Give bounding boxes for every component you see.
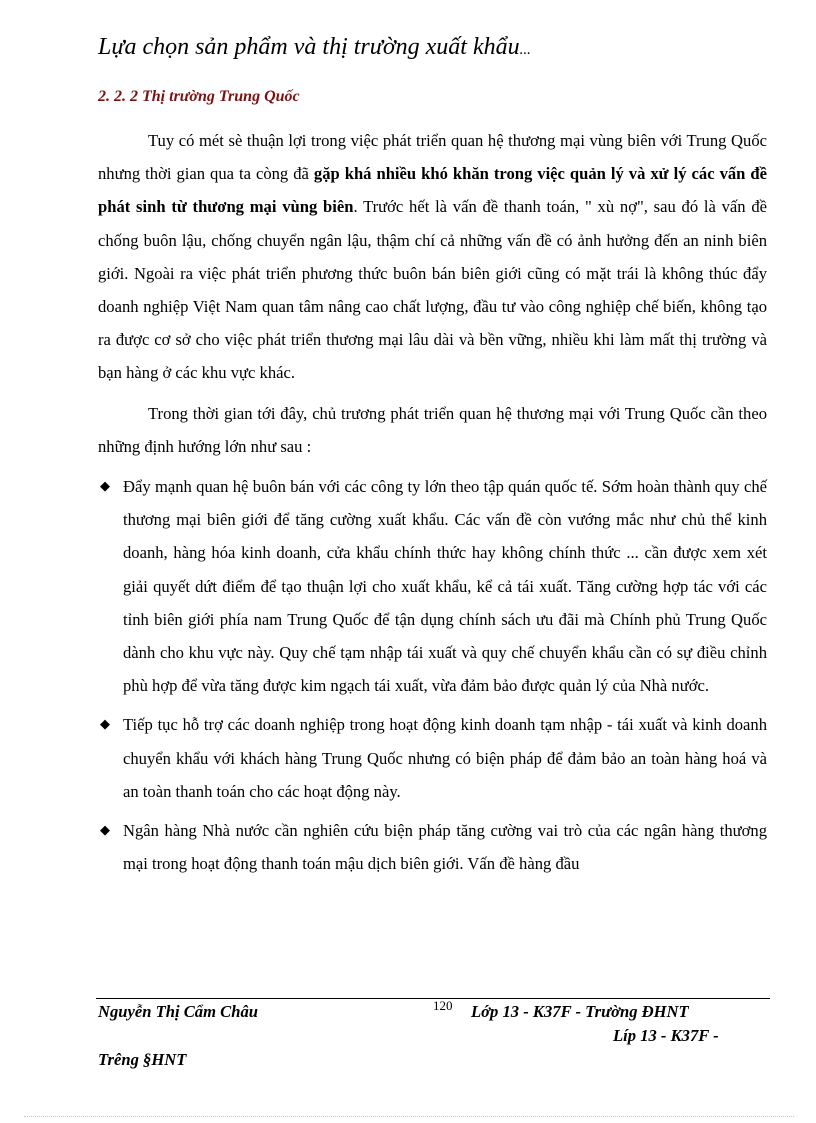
main-content: [98, 124, 767, 886]
bullet-text: Đẩy mạnh quan hệ buôn bán với các công ty lớn theo tập quán quốc tế. Sớm hoàn thành quy chế thương mại biên giới để tăng cường xuất khẩu. Các vấn đề còn vướng mắc như chủ thể kinh doanh, hàng hóa kinh doanh, cửa khẩu chính thức hay không chính thức ... cần được xem xét giải quyết dứt điểm để tạo thuận lợi cho xuất khẩu, kể cả tái xuất. Tăng cường hợp tác với các tỉnh biên giới phía nam Trung Quốc để tận dụng chính sách ưu đãi mà Chính phủ Trung Quốc dành cho khu vực này. Quy chế tạm nhập tái xuất và quy chế chuyển khẩu cần có sự điều chỉnh phù hợp để vừa tăng được kim ngạch tái xuất, vừa đảm bảo được quản lý của Nhà nước.: [123, 477, 767, 696]
bullet-item: [98, 470, 767, 702]
diamond-bullet-icon: ◆: [100, 823, 110, 839]
footer-author: Nguyễn Thị Cẩm Châu: [98, 1002, 258, 1021]
paragraph-1-rest: . Trước hết là vấn đề thanh toán, " xù nợ", sau đó là vấn đề chống buôn lậu, chống chuyển ngân lậu, thậm chí cả những vấn đề có ảnh hưởng đến an ninh biên giới. Ngoài ra việc phát triển phương thức buôn bán biên giới cũng có mặt trái là không thúc đẩy doanh nghiệp Việt Nam quan tâm nâng cao chất lượng, đầu tư vào công nghiệp chế biến, không tạo ra được cơ sở cho việc phát triển thương mại lâu dài và bền vững, nhiều khi làm mất thị trường và bạn hàng ở các khu vực khác.: [98, 197, 767, 383]
footer-class-info-duplicate: Líp 13 - K37F -: [613, 1026, 719, 1045]
paragraph-2: Trong thời gian tới đây, chủ trương phát triển quan hệ thương mại với Trung Quốc cần theo những định hướng lớn như sau :: [98, 403, 767, 456]
bullet-text: Ngân hàng Nhà nước cần nghiên cứu biện pháp tăng cường vai trò của các ngân hàng thương mại trong hoạt động thanh toán mậu dịch biên giới. Vấn đề hàng đầu: [123, 821, 767, 874]
page-bottom-edge: [24, 1116, 794, 1117]
diamond-bullet-icon: ◆: [100, 479, 110, 495]
header-title-ellipsis: ...: [519, 42, 531, 58]
section-heading: 2. 2. 2 Thị trường Trung Quốc: [98, 88, 300, 105]
running-header-title: [98, 34, 778, 61]
paragraph-1: [98, 124, 767, 390]
bullet-item: [98, 814, 767, 880]
page-number: 120: [433, 998, 453, 1013]
bullet-text: Tiếp tục hỗ trợ các doanh nghiệp trong hoạt động kinh doanh tạm nhập - tái xuất và kinh doanh chuyển khẩu với khách hàng Trung Quốc nhưng có biện pháp để đảm bảo an toàn hàng hoá và an toàn thanh toán cho các hoạt động này.: [123, 715, 767, 801]
paragraph-1-intro: Tuy có mét sè thuận lợi trong việc phát triển quan hệ thương mại vùng biên với Trung Quốc nhưng thời gian qua ta còng đã: [98, 131, 767, 184]
diamond-bullet-icon: ◆: [100, 717, 110, 733]
bullet-item: [98, 708, 767, 808]
footer-class-info: Lớp 13 - K37F - Trường ĐHNT: [471, 1002, 689, 1021]
paragraph-1-emphasis: gặp khá nhiều khó khăn trong việc quản lý và xử lý các vấn đề phát sinh từ thương mại vùng biên: [98, 164, 767, 217]
header-title-text: Lựa chọn sản phẩm và thị trường xuất khẩu: [98, 34, 520, 60]
bullet-list: [98, 470, 767, 880]
footer-school-duplicate: Trêng §HNT: [98, 1050, 187, 1069]
